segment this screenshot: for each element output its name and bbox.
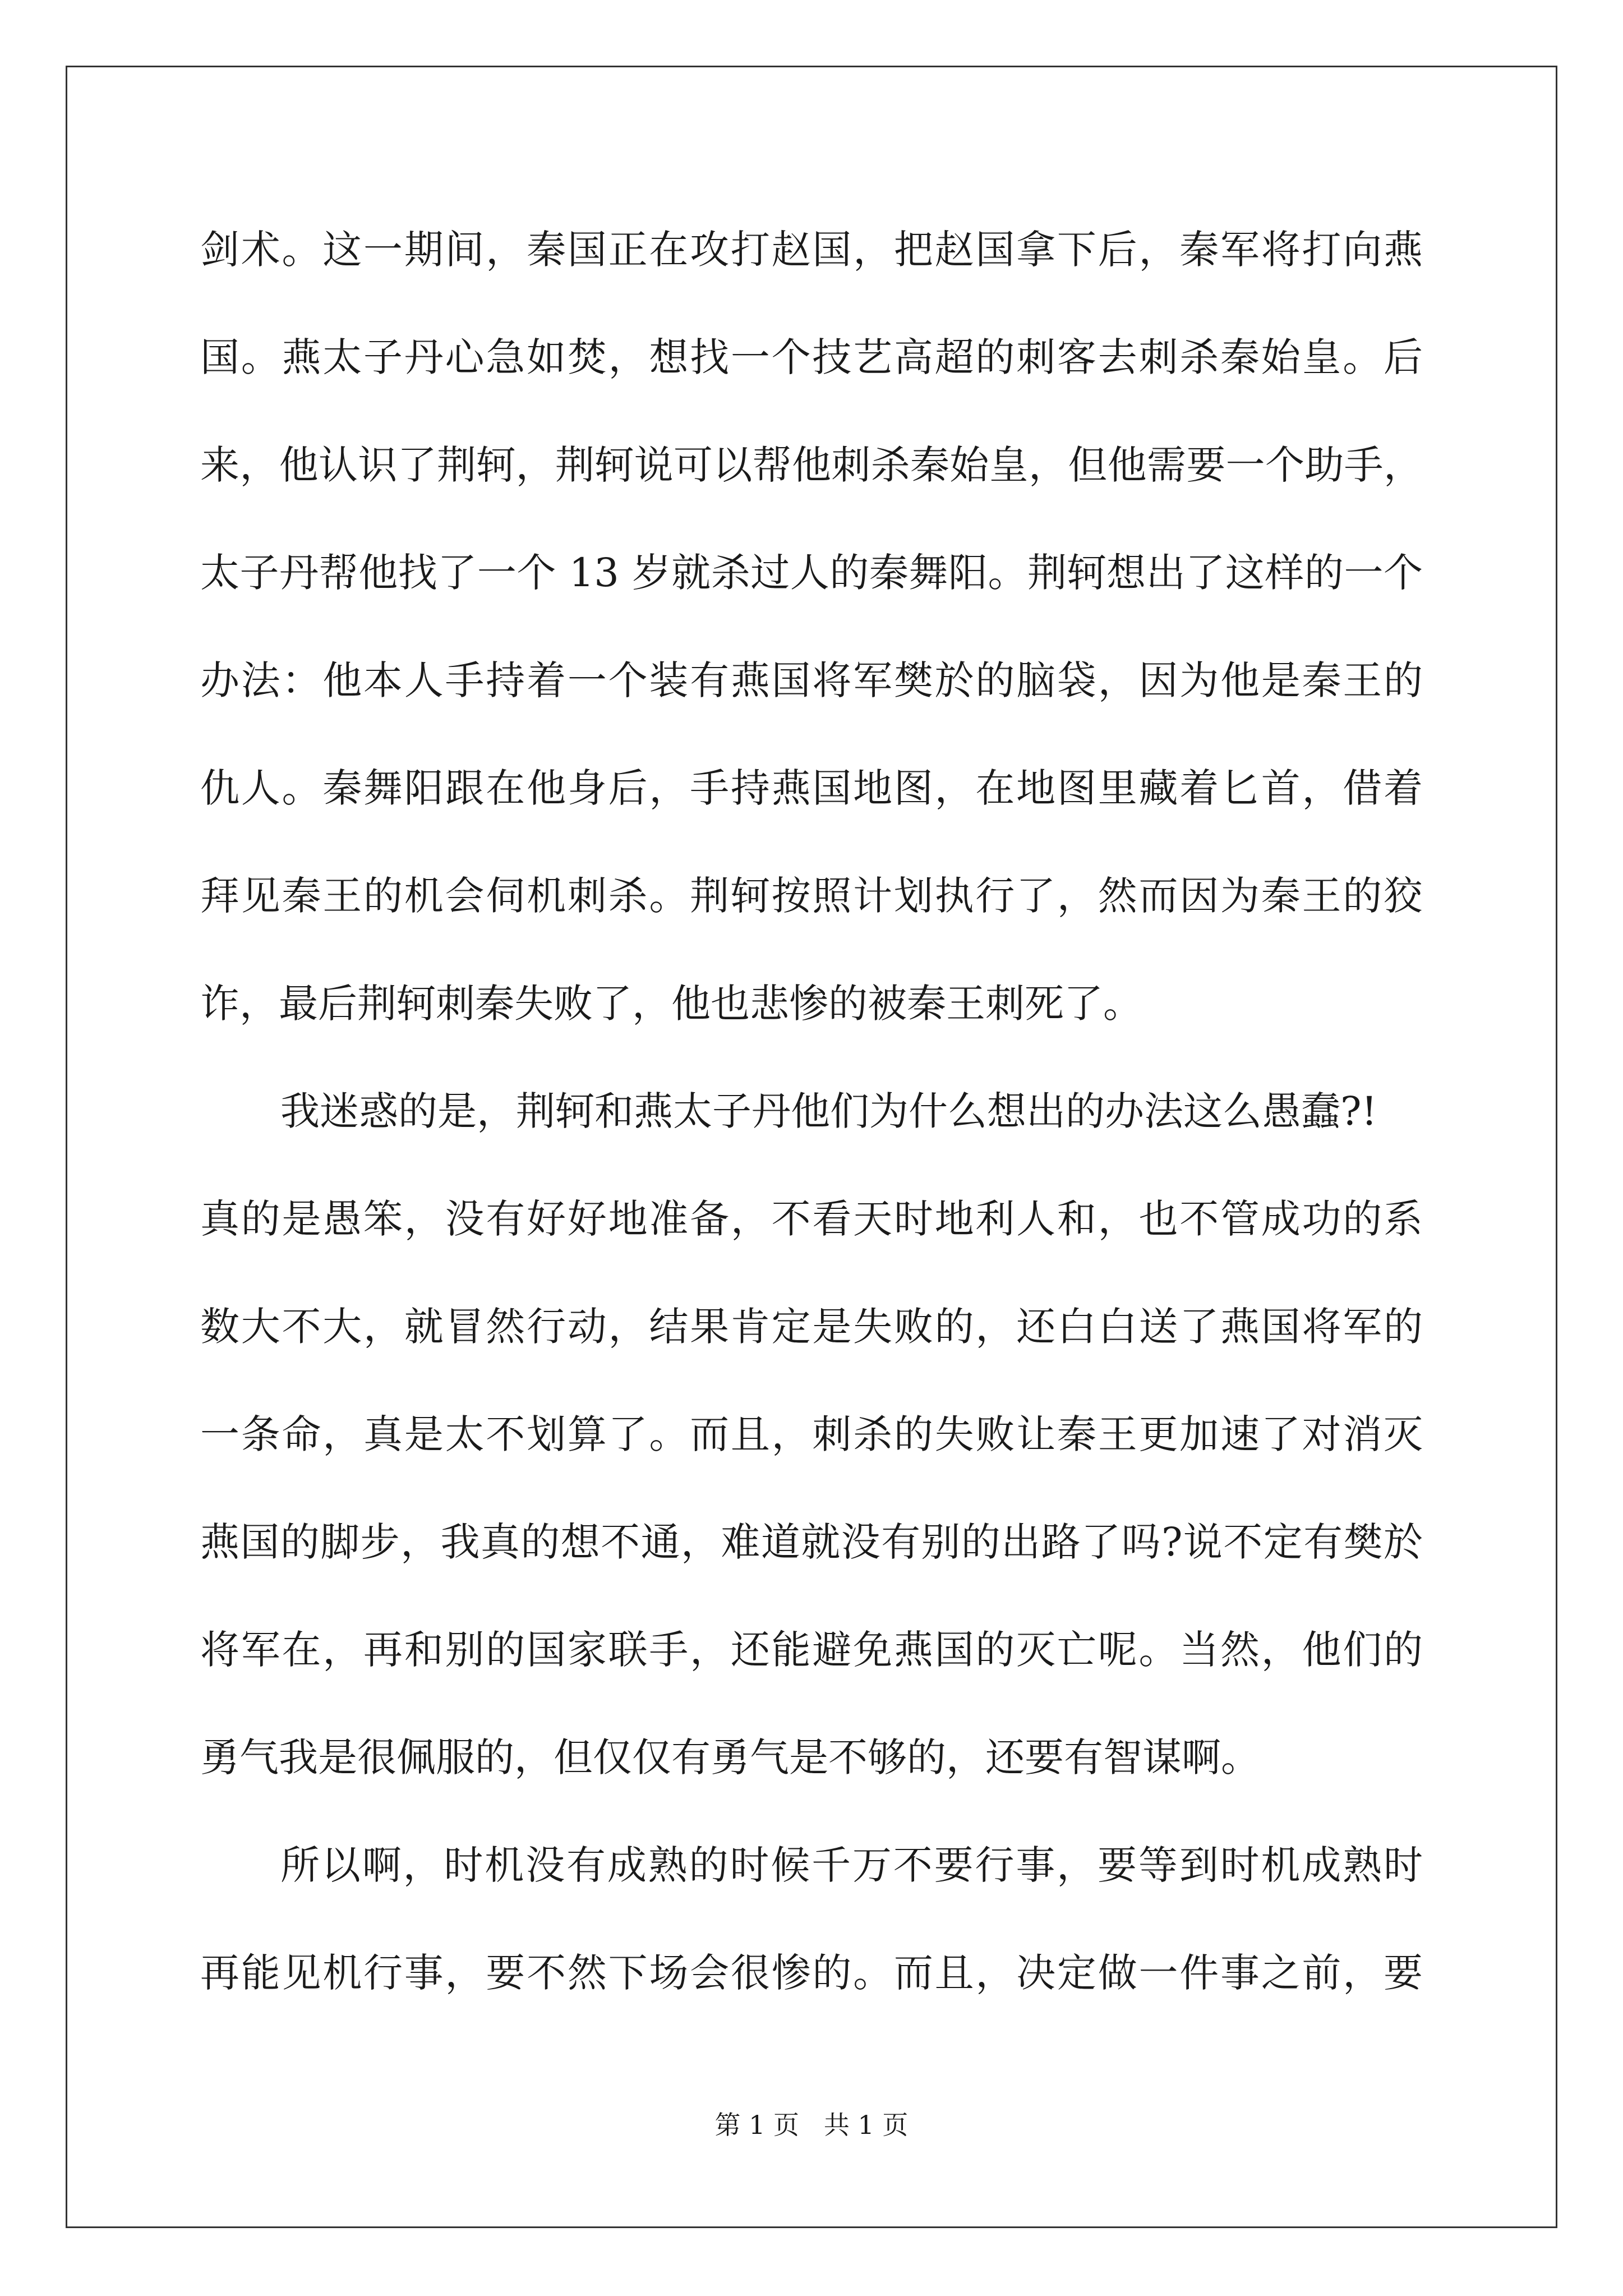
text-line: 再能见机行事，要不然下场会很惨的。而且，决定做一件事之前，要 <box>200 1950 1423 1996</box>
text-line: 燕国的脚步，我真的想不通，难道就没有别的出路了吗?说不定有樊於 <box>200 1519 1423 1565</box>
text-line: 真的是愚笨，没有好好地准备，不看天时地利人和，也不管成功的系 <box>200 1196 1423 1242</box>
text-line: 勇气我是很佩服的，但仅仅有勇气是不够的，还要有智谋啊。 <box>200 1734 1260 1780</box>
page-border <box>66 66 1557 2228</box>
text-line: 诈，最后荆轲刺秦失败了，他也悲惨的被秦王刺死了。 <box>200 981 1142 1027</box>
paragraph-first-line: 我迷惑的是，荆轲和燕太子丹他们为什么想出的办法这么愚蠢?! <box>280 1088 1377 1134</box>
text-line: 国。燕太子丹心急如焚，想找一个技艺高超的刺客去刺杀秦始皇。后 <box>200 334 1423 380</box>
text-line: 办法：他本人手持着一个装有燕国将军樊於的脑袋，因为他是秦王的 <box>200 657 1423 703</box>
text-line: 将军在，再和别的国家联手，还能避免燕国的灭亡呢。当然，他们的 <box>200 1627 1423 1673</box>
paragraph-first-line: 所以啊，时机没有成熟的时候千万不要行事，要等到时机成熟时 <box>280 1842 1423 1888</box>
text-line: 来，他认识了荆轲，荆轲说可以帮他刺杀秦始皇，但他需要一个助手， <box>200 442 1423 488</box>
page-footer: 第 1 页 共 1 页 <box>714 2110 909 2140</box>
text-line: 拜见秦王的机会伺机刺杀。荆轲按照计划执行了，然而因为秦王的狡 <box>200 873 1423 919</box>
text-line: 剑术。这一期间，秦国正在攻打赵国，把赵国拿下后，秦军将打向燕 <box>200 227 1423 273</box>
text-line: 仇人。秦舞阳跟在他身后，手持燕国地图，在地图里藏着匕首，借着 <box>200 765 1423 811</box>
text-line: 数大不大，就冒然行动，结果肯定是失败的，还白白送了燕国将军的 <box>200 1304 1423 1350</box>
text-line: 一条命，真是太不划算了。而且，刺杀的失败让秦王更加速了对消灭 <box>200 1411 1423 1457</box>
text-line: 太子丹帮他找了一个 13 岁就杀过人的秦舞阳。荆轲想出了这样的一个 <box>200 550 1423 596</box>
